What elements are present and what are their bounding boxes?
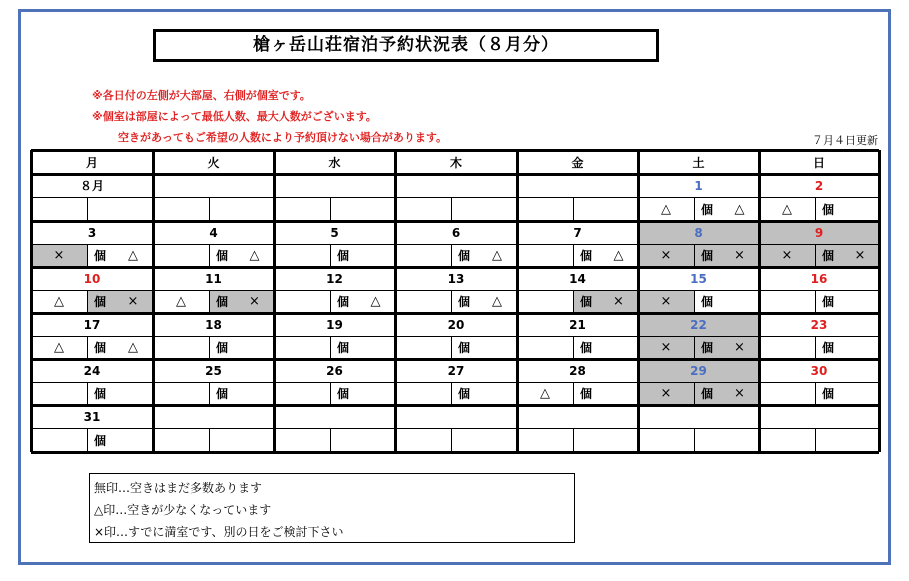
private-status: △ — [492, 248, 502, 263]
day-number: 15 — [690, 271, 707, 286]
day-number: 24 — [83, 363, 101, 378]
dorm-status: △ — [54, 294, 64, 309]
day-number: 22 — [690, 317, 707, 332]
legend-triangle: △印…空きが少なくなっています — [94, 503, 272, 517]
cell-split-line — [815, 244, 816, 267]
private-status: × — [127, 294, 139, 309]
day-number: 11 — [205, 271, 222, 286]
column-border — [637, 150, 640, 452]
cell-split-line — [815, 428, 816, 452]
private-room-label: 個 — [700, 387, 713, 401]
day-number: 8 — [694, 225, 703, 240]
private-status: × — [613, 294, 624, 309]
private-status: △ — [128, 248, 138, 263]
day-number: 25 — [205, 363, 222, 378]
cell-split-line — [573, 382, 574, 405]
dorm-status — [759, 336, 815, 359]
private-status: × — [734, 386, 745, 401]
private-status: × — [854, 248, 866, 263]
cell-split-line — [815, 382, 816, 405]
cell-split-line — [209, 428, 210, 452]
column-border — [878, 150, 881, 452]
dorm-status — [274, 244, 330, 267]
dorm-status: × — [660, 340, 672, 355]
day-number: 1 — [694, 178, 703, 193]
day-number: 13 — [447, 271, 465, 286]
cell-split-line — [209, 244, 210, 267]
private-status — [477, 382, 517, 405]
private-status — [477, 336, 517, 359]
private-status: △ — [734, 201, 745, 217]
private-status — [356, 382, 395, 405]
private-status — [841, 336, 879, 359]
dorm-status — [759, 290, 815, 313]
weekday-header: 水 — [328, 155, 341, 170]
private-status: × — [249, 294, 260, 309]
cell-split-line — [573, 428, 574, 452]
cell-split-line — [451, 382, 452, 405]
row-border — [31, 404, 879, 407]
private-room-label: 個 — [215, 387, 228, 401]
day-number: 17 — [83, 317, 101, 332]
dorm-status: × — [781, 248, 793, 263]
day-number: 18 — [205, 317, 222, 332]
private-room-label: 個 — [93, 387, 106, 401]
cell-split-line — [573, 290, 574, 313]
dorm-status — [517, 336, 573, 359]
day-number: 16 — [810, 271, 828, 286]
legend-cross: ×印…すでに満室です、別の日をご検討下さい — [94, 525, 344, 539]
cell-split-line — [451, 336, 452, 359]
day-number: 6 — [451, 225, 461, 240]
private-room-label: 個 — [579, 249, 592, 263]
private-room-label: 個 — [457, 387, 470, 401]
cell-split-line — [815, 290, 816, 313]
dorm-status — [395, 290, 451, 313]
day-number: 28 — [569, 363, 586, 378]
dorm-status — [759, 382, 815, 405]
day-number: 9 — [814, 225, 824, 240]
column-border — [394, 150, 397, 452]
row-border — [31, 266, 879, 269]
private-room-label: 個 — [579, 341, 592, 355]
row-border — [31, 173, 879, 176]
private-room-label: 個 — [700, 249, 713, 263]
dorm-status: △ — [661, 201, 671, 217]
cell-split-line — [330, 290, 331, 313]
private-status — [235, 336, 274, 359]
page-title: 槍ヶ岳山荘宿泊予約状況表（８月分） — [153, 29, 659, 62]
private-room-label: 個 — [579, 295, 592, 309]
dorm-status — [395, 244, 451, 267]
row-mid-line — [31, 197, 879, 198]
cell-split-line — [87, 197, 88, 221]
updated-date: ７月４日更新 — [812, 134, 878, 147]
private-room-label: 個 — [457, 341, 470, 355]
dorm-status — [395, 336, 451, 359]
dorm-status — [274, 382, 330, 405]
dorm-status — [517, 244, 573, 267]
dorm-status — [395, 382, 451, 405]
private-room-label: 個 — [821, 202, 834, 217]
private-room-label: 個 — [215, 249, 228, 263]
private-status: △ — [492, 294, 502, 309]
private-room-label: 個 — [336, 249, 349, 263]
day-number: 2 — [814, 178, 824, 193]
day-number: 30 — [810, 363, 828, 378]
cell-split-line — [87, 336, 88, 359]
day-number: 10 — [83, 271, 101, 286]
private-status — [356, 244, 395, 267]
cell-split-line — [694, 382, 695, 405]
day-number: 14 — [569, 271, 586, 286]
cell-split-line — [451, 244, 452, 267]
day-number: 5 — [330, 225, 339, 240]
dorm-status: × — [660, 294, 672, 309]
day-number: 27 — [447, 363, 465, 378]
cell-split-line — [573, 336, 574, 359]
dorm-status: △ — [54, 340, 64, 355]
private-status — [356, 336, 395, 359]
row-border — [31, 312, 879, 315]
row-border — [31, 451, 879, 454]
column-border — [516, 150, 519, 452]
private-room-label: 個 — [215, 341, 228, 355]
weekday-header: 日 — [812, 155, 825, 170]
cell-split-line — [330, 336, 331, 359]
dorm-status: × — [53, 248, 65, 263]
private-status: × — [734, 248, 745, 263]
cell-split-line — [330, 197, 331, 221]
weekday-header: 月 — [85, 155, 98, 170]
private-room-label: 個 — [93, 341, 106, 355]
cell-split-line — [87, 244, 88, 267]
dorm-status: × — [660, 248, 672, 263]
column-border — [758, 150, 761, 452]
day-number: 19 — [326, 317, 343, 332]
dorm-status: △ — [540, 386, 550, 401]
weekday-header: 木 — [449, 155, 462, 170]
cell-split-line — [694, 197, 695, 221]
dorm-status — [153, 336, 209, 359]
cell-split-line — [209, 197, 210, 221]
private-status — [113, 428, 153, 452]
day-number: 20 — [447, 317, 465, 332]
private-status: △ — [613, 248, 624, 263]
cell-split-line — [694, 244, 695, 267]
private-room-label: 個 — [700, 202, 713, 217]
row-border — [31, 149, 879, 152]
dorm-status: × — [660, 386, 672, 401]
private-room-label: 個 — [336, 341, 349, 355]
note-availability: 空きがあってもご希望の人数により予約頂けない場合があります。 — [118, 131, 448, 144]
row-mid-line — [31, 336, 879, 337]
cell-split-line — [451, 428, 452, 452]
note-private-room: ※個室は部屋によって最低人数、最大人数がございます。 — [92, 110, 377, 123]
cell-split-line — [451, 197, 452, 221]
cell-split-line — [573, 244, 574, 267]
cell-split-line — [451, 290, 452, 313]
private-status — [720, 290, 759, 313]
cell-split-line — [694, 290, 695, 313]
cell-split-line — [694, 428, 695, 452]
private-status — [113, 382, 153, 405]
row-border — [31, 358, 879, 361]
private-room-label: 個 — [821, 249, 834, 263]
cell-split-line — [87, 290, 88, 313]
private-room-label: 個 — [336, 295, 349, 309]
private-room-label: 個 — [93, 295, 106, 309]
private-room-label: 個 — [821, 295, 834, 309]
row-mid-line — [31, 290, 879, 291]
private-room-label: 個 — [93, 249, 106, 263]
private-status — [235, 382, 274, 405]
day-number: 31 — [83, 409, 101, 424]
cell-split-line — [209, 336, 210, 359]
cell-split-line — [694, 336, 695, 359]
cell-split-line — [815, 197, 816, 221]
weekday-header: 土 — [692, 155, 705, 170]
private-room-label: 個 — [579, 387, 592, 401]
day-number: 7 — [573, 225, 582, 240]
dorm-status: △ — [782, 201, 792, 217]
dorm-status — [153, 382, 209, 405]
private-room-label: 個 — [700, 295, 713, 309]
private-room-label: 個 — [457, 249, 470, 263]
column-border — [273, 150, 276, 452]
private-status: △ — [128, 340, 138, 355]
cell-split-line — [573, 197, 574, 221]
dorm-status — [31, 428, 87, 452]
private-room-label: 個 — [700, 341, 713, 355]
private-room-label: 個 — [336, 387, 349, 401]
private-room-label: 個 — [821, 387, 834, 401]
dorm-status — [153, 244, 209, 267]
private-status: × — [734, 340, 745, 355]
row-mid-line — [31, 428, 879, 429]
note-left-right: ※各日付の左側が大部屋、右側が個室です。 — [92, 89, 311, 102]
month-label: ８月 — [79, 179, 104, 193]
day-number: 29 — [690, 363, 707, 378]
cell-split-line — [87, 428, 88, 452]
cell-split-line — [209, 290, 210, 313]
column-border — [152, 150, 155, 452]
cell-split-line — [330, 428, 331, 452]
private-status — [599, 382, 638, 405]
column-border — [30, 150, 33, 452]
day-number: 21 — [569, 317, 586, 332]
legend-none: 無印…空きはまだ多数あります — [94, 481, 263, 495]
day-number: 26 — [326, 363, 343, 378]
weekday-header: 金 — [571, 155, 584, 170]
day-number: 23 — [810, 317, 828, 332]
reservation-calendar — [31, 150, 879, 452]
dorm-status: △ — [176, 294, 186, 309]
dorm-status — [274, 290, 330, 313]
day-number: 3 — [87, 225, 97, 240]
row-mid-line — [31, 244, 879, 245]
weekday-header: 火 — [207, 155, 220, 170]
private-room-label: 個 — [93, 433, 106, 448]
day-number: 4 — [209, 225, 218, 240]
dorm-status — [31, 382, 87, 405]
row-border — [31, 220, 879, 223]
row-mid-line — [31, 382, 879, 383]
private-status — [841, 382, 879, 405]
private-status — [841, 290, 879, 313]
cell-split-line — [815, 336, 816, 359]
private-room-label: 個 — [821, 341, 834, 355]
dorm-status — [274, 336, 330, 359]
private-status: △ — [249, 248, 260, 263]
cell-split-line — [330, 382, 331, 405]
private-room-label: 個 — [215, 295, 228, 309]
dorm-status — [517, 290, 573, 313]
cell-split-line — [87, 382, 88, 405]
private-room-label: 個 — [457, 295, 470, 309]
legend-box — [89, 473, 575, 543]
day-number: 12 — [326, 271, 343, 286]
private-status: △ — [370, 294, 381, 309]
private-status — [841, 197, 879, 221]
cell-split-line — [330, 244, 331, 267]
cell-split-line — [209, 382, 210, 405]
private-status — [599, 336, 638, 359]
